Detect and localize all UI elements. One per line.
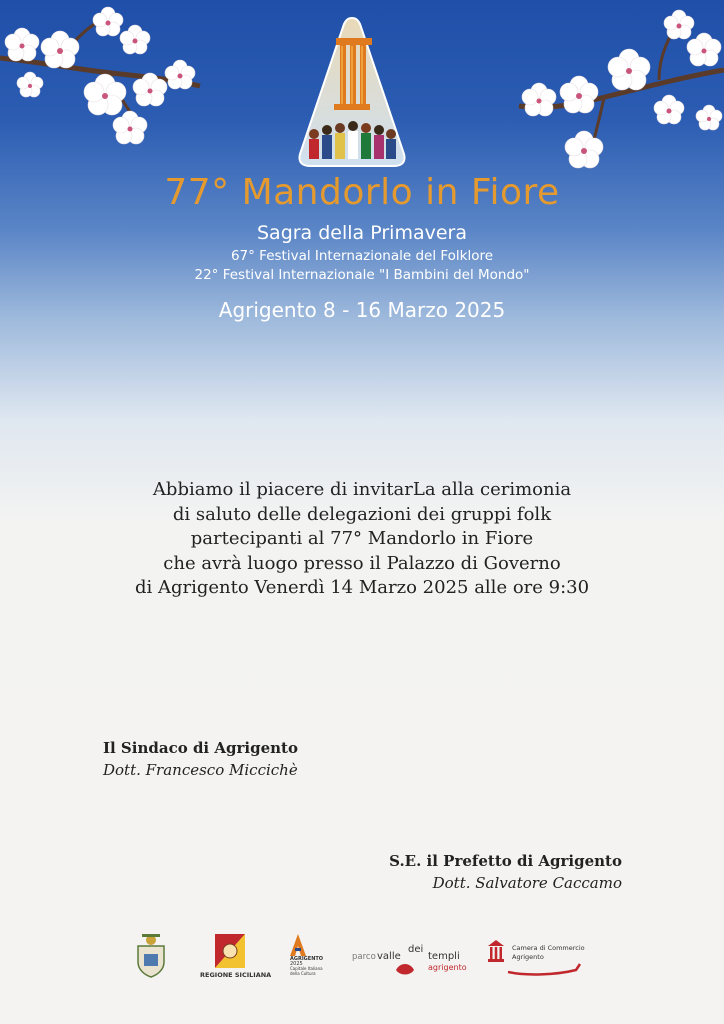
invitation-line: di saluto delle delegazioni dei gruppi folk [172, 503, 552, 525]
dei-word: dei [408, 944, 424, 955]
regione-siciliana-logo [200, 932, 272, 982]
capitale-year: 2025 [290, 961, 303, 967]
mayor-signature-block [103, 737, 298, 781]
invitation-line: partecipanti al 77° Mandorlo in Fiore [190, 528, 534, 549]
prefect-role: S.E. il Prefetto di Agrigento [389, 852, 622, 870]
capitale-city: AGRIGENTO [290, 956, 324, 962]
parco-swirl-icon [394, 962, 416, 978]
capitale-cultura-a-icon [290, 934, 306, 956]
comune-agrigento-crest-logo [132, 932, 170, 978]
sponsor-logos [0, 932, 724, 982]
camera-commercio-logo [488, 932, 593, 982]
agrigento-word: agrigento [428, 963, 467, 972]
invitation-line: Abbiamo il piacere di invitarLa alla cerimonia [152, 479, 572, 500]
parco-word: parco [352, 952, 376, 962]
capitale-line2: della Cultura [290, 970, 316, 976]
prefect-name: Dott. Salvatore Caccamo [432, 874, 622, 892]
almond-blossom-right-illustration [509, 0, 724, 175]
trinacria-icon [215, 934, 245, 968]
festival-folklore-line: 67° Festival Internazionale del Folklore [230, 248, 494, 264]
event-subtitle: Sagra della Primavera [256, 222, 467, 244]
festival-bambini-line: 22° Festival Internazionale "I Bambini del Mondo" [194, 267, 530, 283]
event-dates: Agrigento 8 - 16 Marzo 2025 [218, 298, 506, 322]
camera-city: Agrigento [512, 953, 544, 961]
prefect-signature-block [389, 850, 622, 894]
invitation-text [0, 478, 724, 601]
templi-word: templi [428, 951, 460, 962]
mandorlo-in-fiore-logo [296, 16, 408, 170]
mayor-role: Il Sindaco di Agrigento [103, 739, 298, 757]
invitation-line: di Agrigento Venerdì 14 Marzo 2025 alle ore 9:30 [134, 577, 590, 598]
almond-blossom-left-illustration [0, 0, 205, 160]
mayor-name: Dott. Francesco Miccichè [103, 761, 298, 779]
camera-name: Camera di Commercio [512, 944, 585, 952]
agrigento-capitale-cultura-logo [288, 932, 324, 982]
valle-word: valle [377, 951, 401, 962]
temple-icon [488, 940, 504, 962]
event-title: 77° Mandorlo in Fiore [164, 172, 560, 213]
camera-swoosh-icon [506, 962, 586, 976]
regione-siciliana-label: REGIONE SICILIANA [200, 971, 272, 979]
parco-valle-dei-templi-logo [352, 932, 470, 982]
invitation-line: che avrà luogo presso il Palazzo di Governo [163, 552, 561, 574]
capitale-line1: Capitale Italiana [290, 966, 323, 971]
